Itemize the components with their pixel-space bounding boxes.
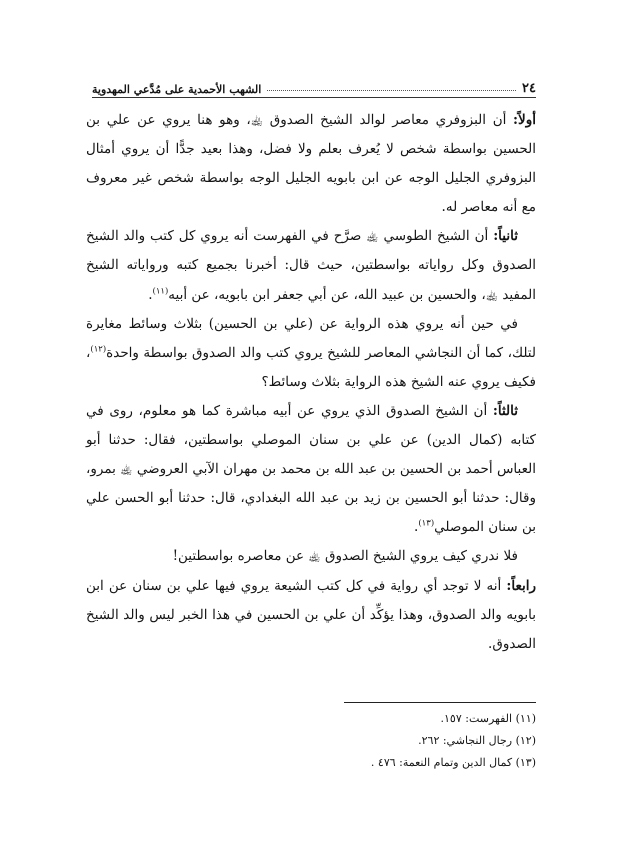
footnote-ref[interactable]: (١٣)	[418, 518, 435, 529]
paragraph-second	[86, 222, 536, 309]
main-text	[86, 106, 536, 659]
point-label: ثالثاً:	[492, 402, 518, 419]
paragraph-fourth	[86, 397, 536, 542]
point-label: ثانياً:	[493, 228, 518, 245]
paragraph-first	[86, 106, 536, 222]
paragraph-text: أن الشيخ الطوسي ﵀ صرَّح في الفهرست أنه يروي كل كتب والد الشيخ الصدوق وكل رواياته بواسطتين، حيث قال: أخبرنا بجميع كتبه ورواياته الشيخ المفيد ﵀، والحسين بن عبيد الله، عن أبي جعفر ابن بابويه، عن أبيه	[86, 228, 536, 303]
paragraph-text-end: .	[148, 286, 153, 303]
footnotes	[290, 708, 536, 774]
footnote-rule	[344, 702, 536, 703]
footnote-item: (١٢) رجال النجاشي: ٢٦٢.	[418, 734, 536, 747]
footnote-ref[interactable]: (١١)	[152, 286, 169, 297]
footnote-item: (١١) الفهرست: ١٥٧.	[440, 712, 536, 725]
paragraph-text: أنه لا توجد أي رواية في كل كتب الشيعة يروي فيها علي بن سنان عن ابن بابويه والد الصدوق، وهذا يؤكِّد أن علي بن الحسين في هذا الخبر ليس والد الشيخ الصدوق.	[86, 577, 536, 652]
paragraph-sixth	[86, 572, 536, 659]
header-dot-leader	[267, 89, 516, 91]
running-header	[92, 74, 536, 96]
footnote-ref[interactable]: (١٢)	[90, 344, 107, 355]
paragraph-text: فلا ندري كيف يروي الشيخ الصدوق ﵀ عن معاصره بواسطتين!	[172, 548, 518, 565]
footnote-item: (١٣) كمال الدين وتمام النعمة: ٤٧٦ .	[370, 756, 536, 769]
paragraph-text: أن البزوفري معاصر لوالد الشيخ الصدوق ﵀، وهو هنا يروي عن علي بن الحسين بواسطة شخص لا يُعرف بعلم ولا فضل، وهذا بعيد جدًّا أن يروي أمثال البزوفري الجليل الوجه عن ابن بابويه الجليل الوجه بواسطة شخص غير معروف مع أنه معاصر له.	[86, 112, 536, 216]
running-title: الشهب الأحمدية على مُدَّعي المهدوية	[92, 83, 262, 96]
paragraph-text-end: .	[414, 519, 419, 536]
paragraph-text-end: ، فكيف يروي عنه الشيخ هذه الرواية بثلاث وسائط؟	[86, 344, 536, 390]
paragraph-text: في حين أنه يروي هذه الرواية عن (علي بن الحسين) بثلاث وسائط مغايرة لتلك، كما أن النجاشي المعاصر للشيخ يروي كتب والد الصدوق بواسطة واحدة	[86, 315, 536, 361]
header-rule	[92, 97, 536, 98]
point-label: أولاً:	[513, 112, 536, 128]
point-label: رابعاً:	[506, 577, 536, 594]
paragraph-fifth	[86, 542, 536, 571]
paragraph-text: أن الشيخ الصدوق الذي يروي عن أبيه مباشرة كما هو معلوم، روى في كتابه (كمال الدين) عن علي بن سنان الموصلي بواسطتين، فقال: حدثنا أبو العباس أحمد بن الحسين بن عبد الله بن محمد بن مهران الآبي العروضي ﵀ بمرو، وقال: حدثنا أبو الحسين بن زيد بن عبد الله البغدادي، قال: حدثنا أبو الحسن علي بن سنان الموصلي	[86, 402, 536, 536]
page-number: ٢٤	[522, 81, 536, 96]
paragraph-third	[86, 310, 536, 397]
